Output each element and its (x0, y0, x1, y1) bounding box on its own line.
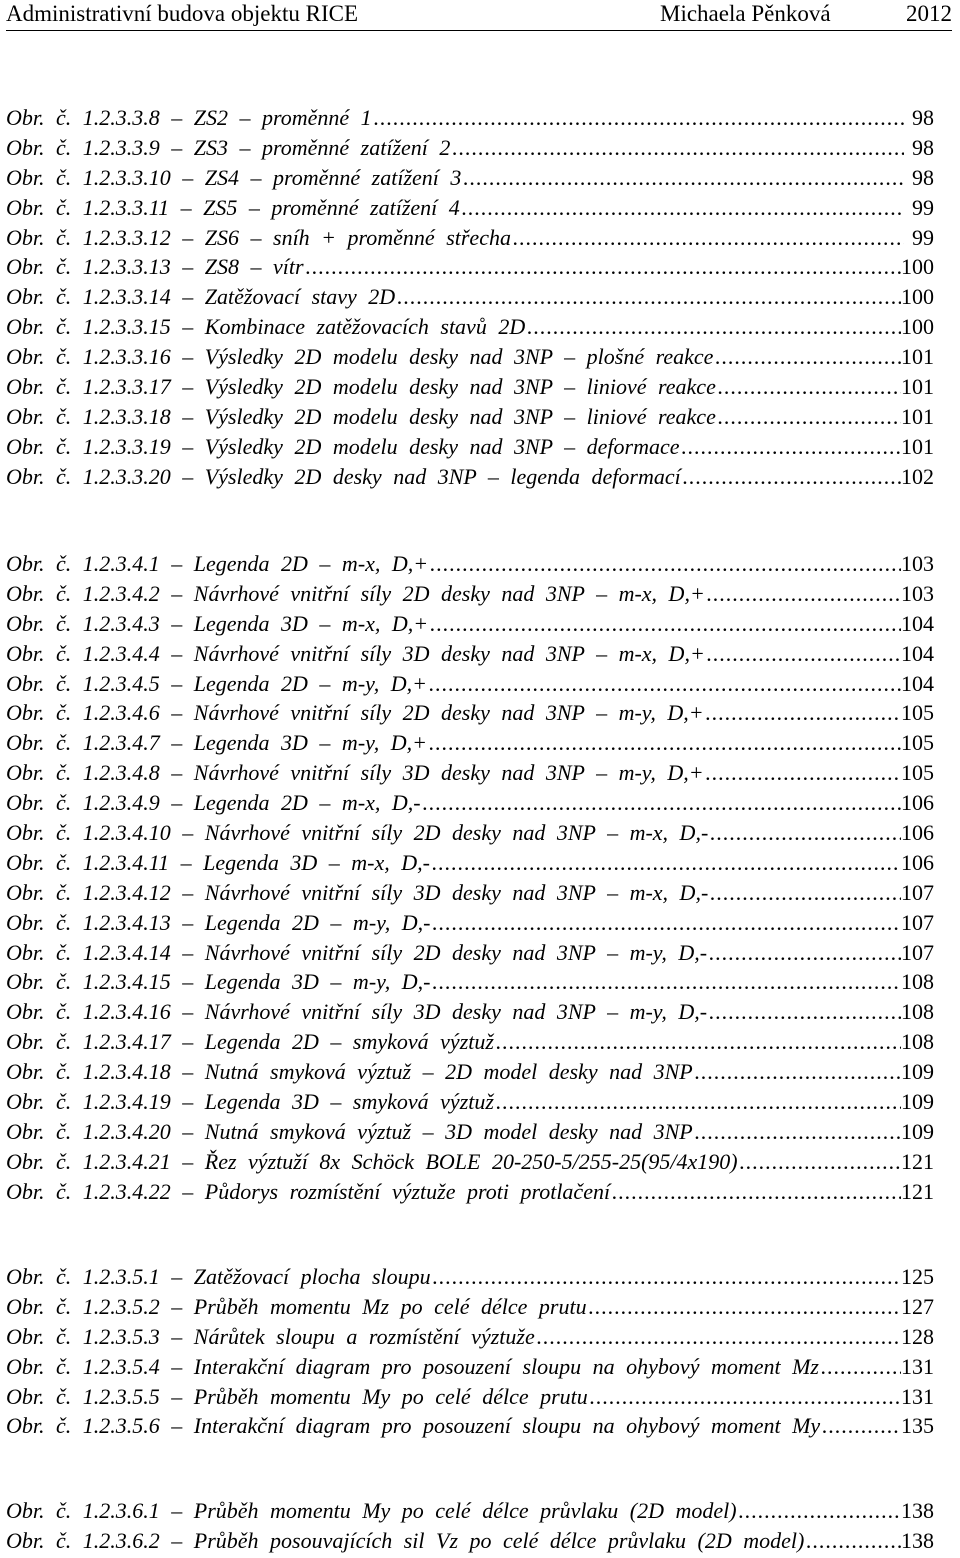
toc-entry (6, 549, 934, 579)
toc-entry-page-number: 105 (901, 730, 934, 756)
toc-entry (6, 758, 934, 788)
dot-leader (705, 639, 901, 669)
toc-entry (6, 579, 934, 609)
toc-entry-label: Obr. č. 1.2.3.4.12 – Návrhové vnitřní síly 3D desky nad 3NP – m-x, D,- (6, 879, 709, 905)
toc-entry (6, 698, 934, 728)
toc-entry (6, 462, 934, 492)
toc-group-4 (6, 1496, 934, 1556)
toc-entry (6, 997, 934, 1027)
toc-entry (6, 1117, 934, 1147)
toc-entry-label: Obr. č. 1.2.3.4.3 – Legenda 3D – m-x, D,+ (6, 610, 429, 636)
page-header (6, 0, 952, 31)
dot-leader (737, 1496, 901, 1526)
toc-entry-label: Obr. č. 1.2.3.3.18 – Výsledky 2D modelu desky nad 3NP – liniové reakce (6, 403, 716, 429)
toc-entry (6, 193, 934, 223)
toc-entry-page-number: 99 (912, 224, 934, 250)
toc-entry (6, 1292, 934, 1322)
dot-leader (738, 1147, 901, 1177)
toc-entry-label: Obr. č. 1.2.3.4.5 – Legenda 2D – m-y, D,+ (6, 670, 427, 696)
toc-entry-label: Obr. č. 1.2.3.4.6 – Návrhové vnitřní síly 2D desky nad 3NP – m-y, D,+ (6, 700, 704, 726)
toc-entry-page-number: 104 (901, 670, 934, 696)
toc-entry-page-number: 105 (901, 760, 934, 786)
toc-entry-page-number: 99 (912, 194, 934, 220)
toc-entry (6, 133, 934, 163)
toc-entry-page-number: 121 (901, 1178, 934, 1204)
toc-entry-page-number: 98 (912, 105, 934, 130)
dot-leader (304, 252, 901, 282)
dot-leader (693, 1117, 901, 1147)
toc-entry (6, 848, 934, 878)
toc-entry-label: Obr. č. 1.2.3.4.14 – Návrhové vnitřní síly 2D desky nad 3NP – m-y, D,- (6, 939, 708, 965)
toc-entry (6, 252, 934, 282)
toc-entry (6, 402, 934, 432)
toc-entry-label: Obr. č. 1.2.3.6.1 – Průběh momentu My po celé délce průvlaku (2D model) (6, 1498, 737, 1523)
dot-leader (707, 938, 901, 968)
toc-entry (6, 878, 934, 908)
toc-entry-page-number: 98 (912, 134, 934, 160)
toc-entry-page-number: 138 (901, 1527, 934, 1553)
toc-entry-label: Obr. č. 1.2.3.3.19 – Výsledky 2D modelu desky nad 3NP – deformace (6, 433, 680, 459)
dot-leader (421, 788, 901, 818)
dot-leader (681, 462, 901, 492)
toc-entry-label: Obr. č. 1.2.3.4.21 – Řez výztuží 8x Schöck BOLE 20-250-5/255-25(95/4x190) (6, 1148, 738, 1174)
toc-entry-page-number: 101 (901, 374, 934, 400)
toc-entry-label: Obr. č. 1.2.3.4.2 – Návrhové vnitřní síly 2D desky nad 3NP – m-x, D,+ (6, 580, 705, 606)
toc-entry-page-number: 102 (901, 463, 934, 489)
toc-entry-page-number: 103 (901, 551, 934, 576)
toc-entry-label: Obr. č. 1.2.3.4.1 – Legenda 2D – m-x, D,+ (6, 551, 429, 576)
toc-entry-page-number: 101 (901, 433, 934, 459)
toc-entry-label: Obr. č. 1.2.3.3.9 – ZS3 – proměnné zatížení 2 (6, 134, 451, 160)
dot-leader (705, 579, 901, 609)
toc-entry (6, 312, 934, 342)
dot-leader (428, 609, 901, 639)
toc-entry (6, 1087, 934, 1117)
toc-entry (6, 103, 934, 133)
toc-entry-label: Obr. č. 1.2.3.5.1 – Zatěžovací plocha sloupu (6, 1264, 431, 1289)
toc-entry (6, 818, 934, 848)
toc-entry (6, 1411, 934, 1441)
toc-entry-label: Obr. č. 1.2.3.4.20 – Nutná smyková výztuž – 3D model desky nad 3NP (6, 1118, 693, 1144)
dot-leader (587, 1292, 901, 1322)
toc-entry-page-number: 109 (901, 1089, 934, 1115)
toc-entry-page-number: 104 (901, 640, 934, 666)
toc-entry-label: Obr. č. 1.2.3.5.2 – Průběh momentu Mz po celé délce prutu (6, 1293, 587, 1319)
toc-group-2 (6, 549, 934, 1207)
toc-entry-label: Obr. č. 1.2.3.3.14 – Zatěžovací stavy 2D (6, 284, 396, 310)
toc-entry-page-number: 100 (901, 314, 934, 340)
dot-leader (713, 342, 901, 372)
toc-entry-page-number: 106 (901, 820, 934, 846)
toc-entry (6, 163, 934, 193)
toc-entry (6, 967, 934, 997)
toc-entry-page-number: 107 (901, 909, 934, 935)
toc-entry-page-number: 103 (901, 580, 934, 606)
toc-entry (6, 609, 934, 639)
toc-entry (6, 1496, 934, 1526)
toc-entry-label: Obr. č. 1.2.3.3.16 – Výsledky 2D modelu desky nad 3NP – plošné reakce (6, 344, 714, 370)
dot-leader (431, 1262, 901, 1292)
dot-leader (427, 728, 901, 758)
dot-leader (430, 908, 901, 938)
dot-leader (525, 312, 901, 342)
toc-entry-label: Obr. č. 1.2.3.4.13 – Legenda 2D – m-y, D,- (6, 909, 431, 935)
toc-entry-label: Obr. č. 1.2.3.4.11 – Legenda 3D – m-x, D,- (6, 849, 430, 875)
toc-entry-page-number: 108 (901, 969, 934, 995)
toc-entry-label: Obr. č. 1.2.3.4.7 – Legenda 3D – m-y, D,+ (6, 730, 427, 756)
dot-leader (804, 1526, 901, 1556)
toc-entry (6, 669, 934, 699)
toc-entry-page-number: 121 (901, 1148, 934, 1174)
dot-leader (704, 758, 901, 788)
toc-entry (6, 1147, 934, 1177)
toc-entry (6, 1526, 934, 1556)
toc-entry (6, 372, 934, 402)
toc-entry-label: Obr. č. 1.2.3.5.4 – Interakční diagram pro posouzení sloupu na ohybový moment Mz (6, 1353, 819, 1379)
toc-entry-label: Obr. č. 1.2.3.6.2 – Průběh posouvajících sil Vz po celé délce průvlaku (2D model) (6, 1527, 805, 1553)
dot-leader (820, 1411, 901, 1441)
dot-leader (535, 1322, 901, 1352)
toc-entry-page-number: 108 (901, 1029, 934, 1055)
toc-entry (6, 342, 934, 372)
toc-entry-page-number: 109 (901, 1059, 934, 1085)
toc-entry-page-number: 100 (901, 284, 934, 310)
toc-entry-page-number: 100 (901, 254, 934, 280)
toc-entry (6, 1382, 934, 1412)
dot-leader (494, 1087, 901, 1117)
dot-leader (588, 1382, 901, 1412)
header-title: Administrativní budova objektu RICE (6, 1, 358, 26)
toc-entry (6, 728, 934, 758)
toc-entry-page-number: 125 (901, 1264, 934, 1289)
toc-entry (6, 1177, 934, 1207)
toc-entry (6, 938, 934, 968)
toc-entry-page-number: 127 (901, 1293, 934, 1319)
dot-leader (704, 698, 901, 728)
toc-entry-page-number: 105 (901, 700, 934, 726)
toc-entry-label: Obr. č. 1.2.3.3.13 – ZS8 – vítr (6, 254, 304, 280)
dot-leader (716, 372, 901, 402)
dot-leader (430, 967, 901, 997)
toc-entry (6, 223, 934, 253)
toc-entry-label: Obr. č. 1.2.3.4.15 – Legenda 3D – m-y, D,- (6, 969, 431, 995)
dot-leader (428, 549, 901, 579)
toc-entry-page-number: 104 (901, 610, 934, 636)
toc-group-3 (6, 1262, 934, 1441)
toc-entry (6, 1262, 934, 1292)
dot-leader (511, 223, 904, 253)
toc-entry (6, 282, 934, 312)
dot-leader (395, 282, 901, 312)
dot-leader (461, 163, 904, 193)
toc-entry-page-number: 135 (901, 1413, 934, 1439)
toc-entry-label: Obr. č. 1.2.3.3.15 – Kombinace zatěžovacích stavů 2D (6, 314, 526, 340)
toc-entry (6, 639, 934, 669)
toc-group-1 (6, 103, 934, 492)
dot-leader (610, 1177, 901, 1207)
toc-entry-label: Obr. č. 1.2.3.3.8 – ZS2 – proměnné 1 (6, 105, 372, 130)
toc-entry (6, 1027, 934, 1057)
toc-entry (6, 788, 934, 818)
toc-entry-label: Obr. č. 1.2.3.4.4 – Návrhové vnitřní síly 3D desky nad 3NP – m-x, D,+ (6, 640, 705, 666)
toc-entry (6, 1352, 934, 1382)
toc-entry-page-number: 107 (901, 879, 934, 905)
toc-entry-label: Obr. č. 1.2.3.4.10 – Návrhové vnitřní síly 2D desky nad 3NP – m-x, D,- (6, 820, 709, 846)
toc-entry-page-number: 106 (901, 790, 934, 816)
toc-entry (6, 432, 934, 462)
toc-entry-label: Obr. č. 1.2.3.4.17 – Legenda 2D – smyková výztuž (6, 1029, 494, 1055)
dot-leader (427, 669, 901, 699)
toc-entry-page-number: 108 (901, 999, 934, 1025)
toc-entry-page-number: 128 (901, 1323, 934, 1349)
dot-leader (716, 402, 901, 432)
dot-leader (693, 1057, 901, 1087)
dot-leader (430, 848, 901, 878)
dot-leader (708, 878, 901, 908)
toc-entry-label: Obr. č. 1.2.3.3.17 – Výsledky 2D modelu desky nad 3NP – liniové reakce (6, 374, 716, 400)
toc-entry-label: Obr. č. 1.2.3.5.6 – Interakční diagram pro posouzení sloupu na ohybový moment My (6, 1413, 821, 1439)
toc-entry-label: Obr. č. 1.2.3.3.10 – ZS4 – proměnné zatížení 3 (6, 164, 462, 190)
toc-entry-page-number: 131 (901, 1383, 934, 1409)
dot-leader (460, 193, 904, 223)
toc-entry-page-number: 109 (901, 1118, 934, 1144)
dot-leader (680, 432, 901, 462)
toc-entry-page-number: 101 (901, 403, 934, 429)
toc-entry (6, 908, 934, 938)
toc-entry-label: Obr. č. 1.2.3.3.11 – ZS5 – proměnné zatížení 4 (6, 194, 460, 220)
dot-leader (372, 103, 904, 133)
toc-entry-label: Obr. č. 1.2.3.5.5 – Průběh momentu My po celé délce prutu (6, 1383, 588, 1409)
toc-entry-label: Obr. č. 1.2.3.5.3 – Nárůtek sloupu a rozmístění výztuže (6, 1323, 535, 1349)
toc-entry-page-number: 107 (901, 939, 934, 965)
toc-entry-page-number: 131 (901, 1353, 934, 1379)
toc-entry-page-number: 101 (901, 344, 934, 370)
toc-entry-label: Obr. č. 1.2.3.3.20 – Výsledky 2D desky nad 3NP – legenda deformací (6, 463, 681, 489)
dot-leader (494, 1027, 901, 1057)
header-year: 2012 (906, 1, 952, 26)
toc-entry-label: Obr. č. 1.2.3.4.18 – Nutná smyková výztuž – 2D model desky nad 3NP (6, 1059, 693, 1085)
header-author: Michaela Pěnková (660, 1, 831, 26)
dot-leader (708, 818, 901, 848)
toc-entry-page-number: 138 (901, 1498, 934, 1523)
toc-entry-label: Obr. č. 1.2.3.3.12 – ZS6 – sníh + proměnné střecha (6, 224, 511, 250)
dot-leader (707, 997, 901, 1027)
dot-leader (450, 133, 904, 163)
toc-entry (6, 1057, 934, 1087)
toc-entry-label: Obr. č. 1.2.3.4.22 – Půdorys rozmístění výztuže proti protlačení (6, 1178, 611, 1204)
toc-entry-label: Obr. č. 1.2.3.4.16 – Návrhové vnitřní síly 3D desky nad 3NP – m-y, D,- (6, 999, 708, 1025)
toc-entry-label: Obr. č. 1.2.3.4.8 – Návrhové vnitřní síly 3D desky nad 3NP – m-y, D,+ (6, 760, 704, 786)
toc-entry-label: Obr. č. 1.2.3.4.19 – Legenda 3D – smyková výztuž (6, 1089, 494, 1115)
toc-entry-label: Obr. č. 1.2.3.4.9 – Legenda 2D – m-x, D,- (6, 790, 421, 816)
dot-leader (819, 1352, 901, 1382)
toc-entry-page-number: 106 (901, 849, 934, 875)
toc-entry (6, 1322, 934, 1352)
toc-entry-page-number: 98 (912, 164, 934, 190)
